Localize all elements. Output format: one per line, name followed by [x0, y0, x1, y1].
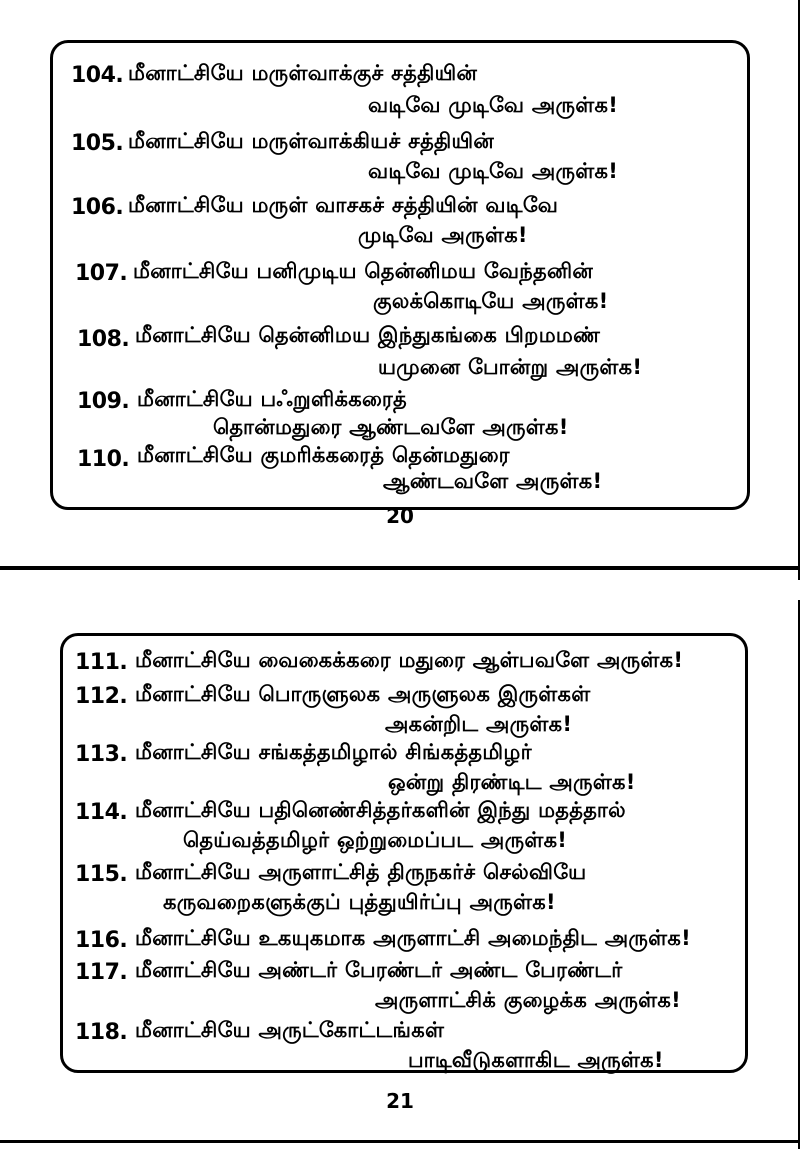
item-line-2: குலக்கொடியே அருள்க! [373, 289, 609, 313]
item-line-2: கருவறைகளுக்குப் புத்துயிர்ப்பு அருள்க! [163, 890, 556, 914]
item-number: 118. [75, 1020, 128, 1045]
item-line-1: மீனாட்சியே பதினெண்சித்தர்களின் இந்து மதத்தால் [135, 798, 626, 822]
item-number: 107. [75, 261, 128, 286]
item-line-1: மீனாட்சியே சங்கத்தமிழால் சிங்கத்தமிழர் [135, 740, 532, 764]
page-21 [0, 585, 800, 1149]
item-number: 117. [75, 960, 128, 985]
item-number: 112. [75, 684, 128, 709]
item-line-2: பாடிவீடுகளாகிட அருள்க! [408, 1048, 664, 1072]
item-line-2: ஆண்டவளே அருள்க! [383, 469, 603, 493]
item-number: 106. [71, 195, 124, 220]
item-number: 109. [77, 389, 130, 414]
item-number: 115. [75, 862, 128, 887]
item-line-2: வடிவே முடிவே அருள்க! [368, 93, 619, 117]
item-line-1: மீனாட்சியே அண்டர் பேரண்டர் அண்ட பேரண்டர் [135, 958, 623, 982]
item-line-1: மீனாட்சியே உகயுகமாக அருளாட்சி அமைந்திட அருள்க! [135, 926, 691, 950]
item-number: 105. [71, 131, 124, 156]
item-line-1: மீனாட்சியே பஃறுளிக்கரைத் [137, 387, 408, 411]
item-line-1: மீனாட்சியே குமரிக்கரைத் தென்மதுரை [137, 443, 510, 467]
item-line-1: மீனாட்சியே பொருளுலக அருளுலக இருள்கள் [135, 682, 591, 706]
page-number: 21 [386, 1089, 414, 1113]
item-line-1: மீனாட்சியே வைகைக்கரை மதுரை ஆள்பவளே அருள்க! [135, 648, 684, 672]
item-line-1: மீனாட்சியே மருள்வாக்கியச் சத்தியின் [128, 129, 495, 153]
item-line-1: மீனாட்சியே மருள்வாக்குச் சத்தியின் [128, 61, 478, 85]
item-line-2: தெய்வத்தமிழர் ஒற்றுமைப்பட அருள்க! [183, 828, 568, 852]
item-number: 104. [71, 63, 124, 88]
page-bottom-edge [0, 1140, 800, 1143]
item-number: 110. [77, 447, 130, 472]
item-line-2: அகன்றிட அருள்க! [385, 712, 573, 736]
item-number: 111. [75, 650, 128, 675]
page-divider [0, 566, 800, 570]
item-line-2: அருளாட்சிக் குழைக்க அருள்க! [375, 988, 681, 1012]
item-line-1: மீனாட்சியே அருட்கோட்டங்கள் [135, 1018, 445, 1042]
item-number: 113. [75, 742, 128, 767]
item-line-1: மீனாட்சியே அருளாட்சித் திருநகர்ச் செல்வியே [135, 860, 587, 884]
item-line-2: வடிவே முடிவே அருள்க! [368, 159, 619, 183]
item-line-1: மீனாட்சியே மருள் வாசகச் சத்தியின் வடிவே [128, 193, 559, 217]
verse-box-top [50, 40, 750, 510]
item-line-2: தொன்மதுரை ஆண்டவளே அருள்க! [213, 415, 569, 439]
page-number: 20 [386, 504, 414, 528]
item-line-2: முடிவே அருள்க! [358, 223, 528, 247]
item-number: 114. [75, 800, 128, 825]
item-line-2: ஒன்று திரண்டிட அருள்க! [388, 770, 636, 794]
item-line-1: மீனாட்சியே பனிமுடிய தென்னிமய வேந்தனின் [133, 259, 594, 283]
verse-box-bottom [60, 633, 748, 1073]
page-20 [0, 0, 800, 560]
item-line-2: யமுனை போன்று அருள்க! [378, 355, 643, 379]
item-number: 116. [75, 928, 128, 953]
item-number: 108. [77, 327, 130, 352]
item-line-1: மீனாட்சியே தென்னிமய இந்துகங்கை பிறமமண் [135, 323, 601, 347]
